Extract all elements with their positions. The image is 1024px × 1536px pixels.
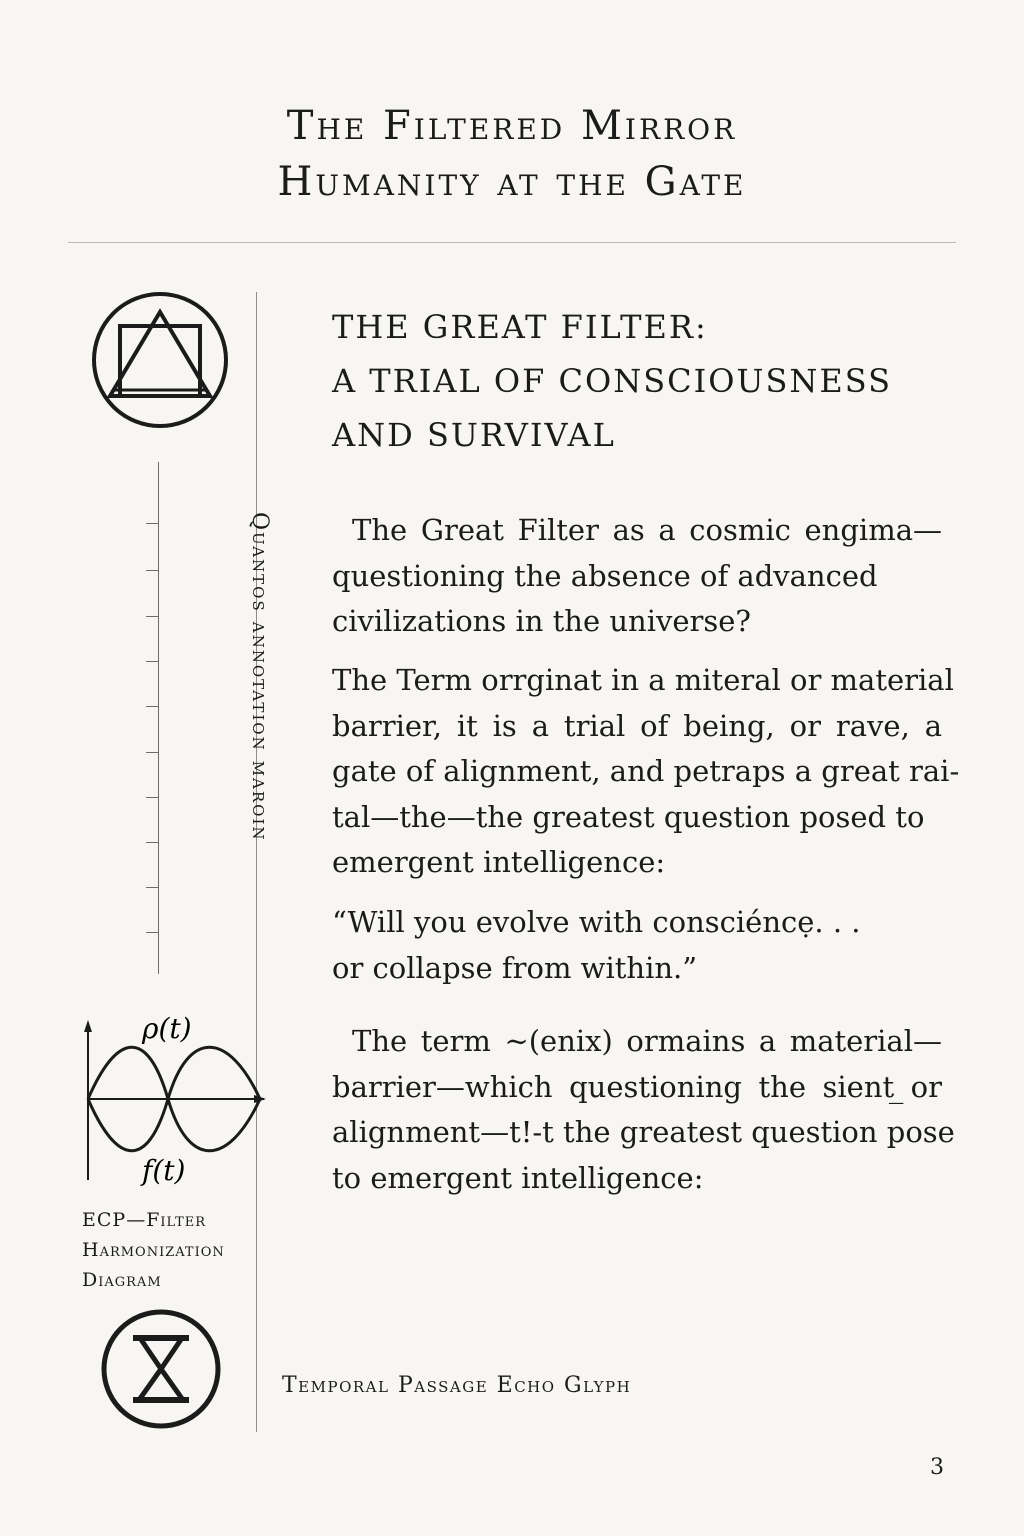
ruler-tick xyxy=(146,570,158,571)
diagram-caption xyxy=(82,1205,257,1295)
text-line: barrier—which questioning the sient ̲or xyxy=(332,1069,942,1104)
text-line: barrier, it is a trial of being, or rave, a xyxy=(332,708,942,743)
ruler-tick xyxy=(146,752,158,753)
hourglass-in-circle-icon xyxy=(100,1308,222,1430)
heading-line: THE GREAT FILTER: xyxy=(332,308,708,346)
text-line: alignment—t!-t the greatest question pose xyxy=(332,1115,955,1149)
quote-line: or collapse from within.” xyxy=(332,950,698,985)
text-line: emergent intelligence: xyxy=(332,845,666,879)
page-title xyxy=(0,98,1024,210)
text-line: The Term orrginat in a miteral or material xyxy=(332,663,954,697)
top-divider xyxy=(68,242,956,243)
diagram-label-top: ρ(t) xyxy=(142,1012,192,1045)
text-line: The term ∼(enix) ormains a material— xyxy=(352,1024,942,1058)
ruler-tick xyxy=(146,797,158,798)
section-heading xyxy=(332,300,982,462)
annotation-ruler xyxy=(158,462,159,974)
quote-line: “Will you evolve with consciéncẹ. . . xyxy=(332,905,861,939)
text-line: to emergent intelligence: xyxy=(332,1160,704,1195)
ruler-tick xyxy=(146,932,158,933)
ruler-tick xyxy=(146,616,158,617)
page-number: 3 xyxy=(930,1455,944,1480)
text-line: gate of alignment, and petraps a great rai- xyxy=(332,754,960,788)
quotation xyxy=(332,900,942,991)
paragraph-1 xyxy=(332,508,942,645)
paragraph-3 xyxy=(332,1019,955,1201)
title-line-1: The Filtered Mirror xyxy=(286,103,738,149)
glyph-caption: Temporal Passage Echo Glyph xyxy=(282,1373,632,1398)
ruler-tick xyxy=(146,842,158,843)
ruler-tick xyxy=(146,523,158,524)
text-line: tal—the—the greatest question posed to xyxy=(332,799,925,834)
heading-line: A TRIAL OF CONSCIOUSNESS xyxy=(332,362,893,400)
heading-line: AND SURVIVAL xyxy=(332,416,616,454)
title-line-2: Humanity at the Gate xyxy=(277,159,747,205)
ruler-tick xyxy=(146,887,158,888)
triangle-in-square-in-circle-icon xyxy=(90,290,230,430)
text-line: The Great Filter as a cosmic engima— xyxy=(352,513,942,547)
text-line: questioning the absence of advanced xyxy=(332,558,878,593)
diagram-label-bottom: f(t) xyxy=(142,1154,186,1187)
paragraph-2 xyxy=(332,658,960,886)
caption-line: Diagram xyxy=(82,1269,162,1291)
caption-line: Harmonization xyxy=(82,1239,225,1261)
ruler-tick xyxy=(146,661,158,662)
filter-harmonization-diagram xyxy=(78,1010,268,1190)
ruler-tick xyxy=(146,706,158,707)
caption-line: ECP—Filter xyxy=(82,1209,207,1231)
margin-annotation-label: Quantos annotation maroin xyxy=(247,512,272,842)
text-line: civilizations in the universe? xyxy=(332,604,751,638)
